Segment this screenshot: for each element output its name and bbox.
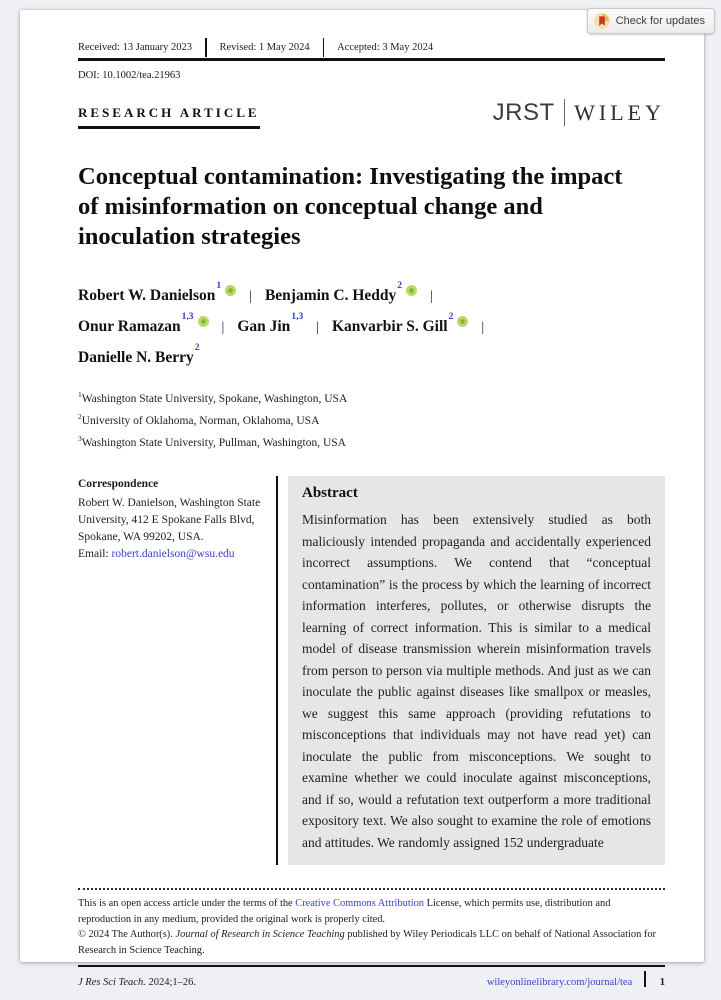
author — [78, 310, 209, 340]
revised-date: Revised: 1 May 2024 — [219, 41, 310, 53]
affiliation-superscript: 1 — [78, 389, 82, 399]
footer-dotted-rule — [78, 888, 665, 890]
affiliation-list — [78, 386, 665, 451]
author — [237, 310, 303, 340]
check-for-updates-button[interactable] — [587, 8, 715, 34]
affiliation-superscript: 3 — [78, 433, 82, 443]
copyright-text: published by Wiley Periodicals LLC on behalf of National Association for Research in Science Teaching. — [78, 929, 657, 956]
license-statement — [78, 896, 665, 927]
header-rule — [78, 58, 665, 61]
cc-license-link[interactable]: Creative Commons Attribution — [295, 898, 424, 910]
affiliation-superscript: 2 — [78, 411, 82, 421]
logo-divider — [564, 99, 566, 126]
author-separator: | — [221, 319, 225, 335]
column-divider — [276, 476, 278, 865]
author-affiliation-superscript: 1 — [216, 280, 222, 291]
affiliation — [78, 430, 665, 452]
author-separator: | — [481, 319, 485, 335]
wiley-logo: WILEY — [574, 99, 665, 125]
author-line — [78, 341, 665, 371]
author-affiliation-superscript: 1,3 — [181, 311, 194, 322]
correspondence-heading: Correspondence — [78, 478, 159, 491]
crossmark-icon — [594, 13, 610, 29]
correspondence-email-line — [78, 546, 264, 563]
affiliation — [78, 408, 665, 430]
author — [332, 310, 468, 340]
orcid-icon[interactable] — [225, 285, 236, 296]
author-name: Danielle N. Berry — [78, 348, 194, 366]
license-text: License, which permits use, distribution and reproduction in any medium, provided the original work is properly cited. — [78, 898, 611, 925]
journal-name: Journal of Research in Science Teaching — [175, 929, 345, 941]
abstract-box — [288, 476, 665, 865]
citation-details: 2024;1–26. — [145, 976, 197, 988]
journal-website-link[interactable]: wileyonlinelibrary.com/journal/tea — [486, 976, 633, 988]
orcid-icon[interactable] — [406, 285, 417, 296]
copyright-text: © 2024 The Author(s). — [78, 929, 176, 941]
date-separator — [323, 38, 325, 57]
author-affiliation-superscript: 1,3 — [291, 311, 304, 322]
author — [265, 279, 417, 309]
doi: DOI: 10.1002/tea.21963 — [78, 69, 181, 81]
page-number-divider — [644, 971, 646, 987]
affiliation — [78, 386, 665, 408]
page-number: 1 — [659, 976, 665, 988]
author-separator: | — [430, 288, 433, 304]
abstract-heading: Abstract — [302, 485, 358, 502]
orcid-icon[interactable] — [457, 316, 468, 327]
history-dates — [78, 38, 665, 56]
author-name: Kanvarbir S. Gill — [332, 317, 448, 335]
email-link[interactable]: robert.danielson@wsu.edu — [111, 548, 235, 561]
article-title: Conceptual contamination: Investigating the impact of misinformation on conceptual change and inoculation strategies — [78, 162, 623, 250]
affiliation-text: University of Oklahoma, Norman, Oklahoma, USA — [81, 414, 320, 427]
received-date: Received: 13 January 2023 — [78, 41, 193, 53]
author-affiliation-superscript: 2 — [397, 280, 403, 291]
author-name: Benjamin C. Heddy — [264, 286, 397, 304]
journal-publisher-logo — [493, 99, 665, 129]
author-affiliation-superscript: 2 — [194, 342, 200, 353]
author-name: Robert W. Danielson — [78, 286, 216, 304]
abstract-text: Misinformation has been extensively studied as both maliciously intended propaganda and accidentally experienced incorrect assumptions. We contend that “conceptual contamination” is the process by which the learning of incorrect information interferes, pollutes, or otherwise disrupts the learning of correct information. This is similar to a medical model of disease transmission wherein misinformation travels from person to person via multiple methods. And just as we can inoculate the public against diseases like smallpox or measles, we suggest this same approach (providing refutations to misconceptions that individuals may not have read yet) can inoculate the public from misconceptions. We sought to examine whether we could inoculate against misconceptions, and if so, would a refutation text outperform a more traditional expository text. We also sought to examine the role of emotions and attitudes. We randomly assigned 152 undergraduate — [302, 512, 651, 850]
author-list — [78, 279, 665, 371]
citation-journal-abbrev: J Res Sci Teach. — [78, 976, 146, 988]
affiliation-text: Washington State University, Spokane, Washington, USA — [81, 392, 348, 405]
author-affiliation-superscript: 2 — [448, 311, 454, 322]
author — [78, 341, 200, 371]
article-type-label: RESEARCH ARTICLE — [78, 105, 260, 129]
citation — [78, 977, 196, 988]
affiliation-text: Washington State University, Pullman, Washington, USA — [81, 436, 346, 449]
article-page — [20, 10, 704, 988]
correspondence-block — [78, 476, 276, 865]
accepted-date: Accepted: 3 May 2024 — [337, 41, 434, 53]
orcid-icon[interactable] — [198, 316, 209, 327]
footer-rule — [78, 965, 665, 967]
check-for-updates-label: Check for updates — [615, 15, 705, 27]
copyright-statement — [78, 927, 665, 958]
jrst-logo: JRST — [492, 98, 555, 126]
correspondence-address: Robert W. Danielson, Washington State University, 412 E Spokane Falls Blvd, Spokane, WA 99202, USA. — [78, 497, 261, 544]
author-separator: | — [316, 319, 319, 335]
email-label: Email: — [78, 548, 112, 561]
author-name: Gan Jin — [237, 317, 291, 335]
author-line — [78, 310, 665, 341]
author-name: Onur Ramazan — [78, 317, 181, 335]
author — [78, 279, 236, 309]
author-line — [78, 279, 665, 310]
author-separator: | — [249, 288, 252, 304]
date-separator — [205, 38, 207, 57]
license-text: This is an open access article under the terms of the — [78, 898, 296, 910]
